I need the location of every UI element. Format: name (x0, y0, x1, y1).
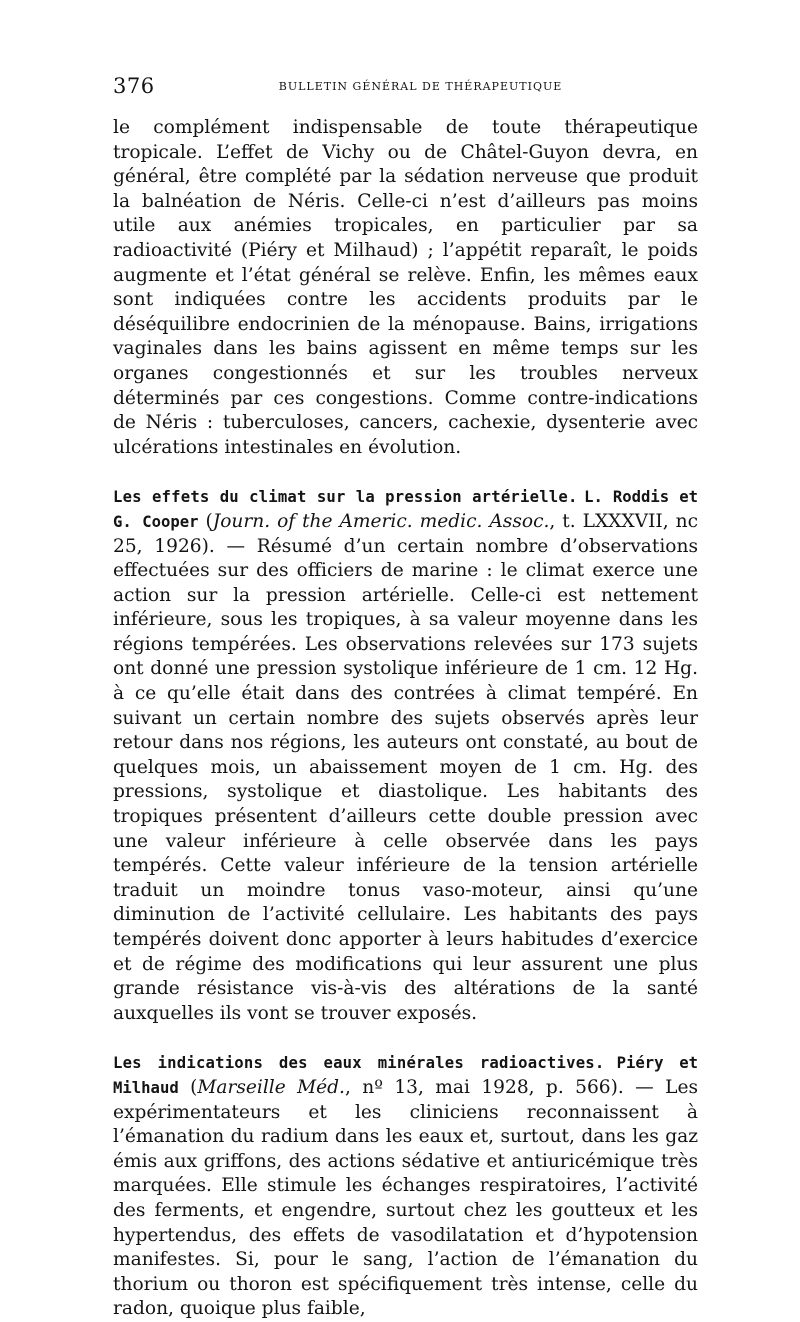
running-head (113, 70, 698, 100)
abstract-body: — Résumé d’un certain nombre d’observations effectuées sur des officiers de marine : le climat exerce une action sur la pression artérielle. Celle-ci est nettement inférieure, sous les tropiques, à sa valeur moyenne dans les régions tempérées. Les observations relevées sur 173 sujets ont donné une pression systolique inférieure de 1 cm. 12 Hg. à ce qu’elle était dans des contrées à climat tempéré. En suivant un certain nombre des sujets observés après leur retour dans nos régions, les auteurs ont constaté, au bout de quelques mois, un abaissement moyen de 1 cm. Hg. des pressions, systolique et diastolique. Les habitants des tropiques présentent d’ailleurs cette double pression avec une valeur inférieure à celle observée dans les pays tempérés. Cette valeur inférieure de la tension artérielle traduit un moindre tonus vaso-moteur, ainsi qu’une diminution de l’activité cellulaire. Les habitants des pays tempérés doivent donc apporter à leurs habitudes d’exercice et de régime des modifications qui leur assurent une plus grande résistance vis-à-vis des altérations de la santé auxquelles ils vont se trouver exposés. (113, 535, 699, 1024)
abstract-authors: L. Roddis et G. Cooper (113, 488, 698, 531)
abstract-authors: Piéry et Milhaud (113, 1054, 698, 1097)
citation-details: , nº 13, mai 1928, p. 566). (344, 1076, 624, 1098)
citation-open: ( (178, 1076, 198, 1098)
abstract-roddis-cooper (113, 485, 698, 1026)
continued-paragraph (113, 116, 698, 460)
page (113, 70, 698, 1322)
citation-open: ( (198, 510, 213, 532)
citation-details: , t. LXXXVII, nc 25, 1926). (113, 510, 699, 557)
journal-title: BULLETIN GÉNÉRAL DE THÉRAPEUTIQUE (278, 80, 563, 93)
paragraph-text: le complément indispensable de toute thérapeutique tropicale. L’effet de Vichy ou de Châtel-Guyon devra, en général, être complété par la sédation nerveuse que produit la balnéation de Néris. Celle-ci n’est d’ailleurs pas moins utile aux anémies tropicales, en particulier par sa radioactivité (Piéry et Milhaud) ; l’appétit reparaît, le poids augmente et l’état général se relève. Enfin, les mêmes eaux sont indiquées contre les accidents produits par le déséquilibre endocrinien de la ménopause. Bains, irrigations vaginales dans les bains agissent en même temps sur les organes congestionnés et sur les troubles nerveux déterminés par ces congestions. Comme contre-indications de Néris : tuberculoses, cancers, cachexie, dysenterie avec ulcérations intestinales en évolution. (113, 117, 698, 458)
page-number: 376 (113, 74, 155, 98)
abstract-body: — Les expérimentateurs et les cliniciens reconnaissent à l’émanation du radium dans les eaux et, surtout, dans les gaz émis aux griffons, des actions sédative et antiuricémique très marquées. Elle stimule les échanges respiratoires, l’activité des ferments, et engendre, surtout chez les goutteux et les hypertendus, des effets de vasodilatation et d’hypotension manifestes. Si, pour le sang, l’action de l’émanation du thorium ou thoron est spécifiquement très intense, celle du radon, quoique plus faible, (113, 1076, 698, 1320)
citation-journal: Marseille Méd. (197, 1076, 345, 1098)
abstract-heading: Les indications des eaux minérales radioactives. (113, 1054, 605, 1073)
citation-journal: Journ. of the Americ. medic. Assoc. (212, 510, 550, 532)
abstract-heading: Les effets du climat sur la pression artérielle. (113, 488, 578, 507)
abstract-piery-milhaud (113, 1051, 698, 1322)
